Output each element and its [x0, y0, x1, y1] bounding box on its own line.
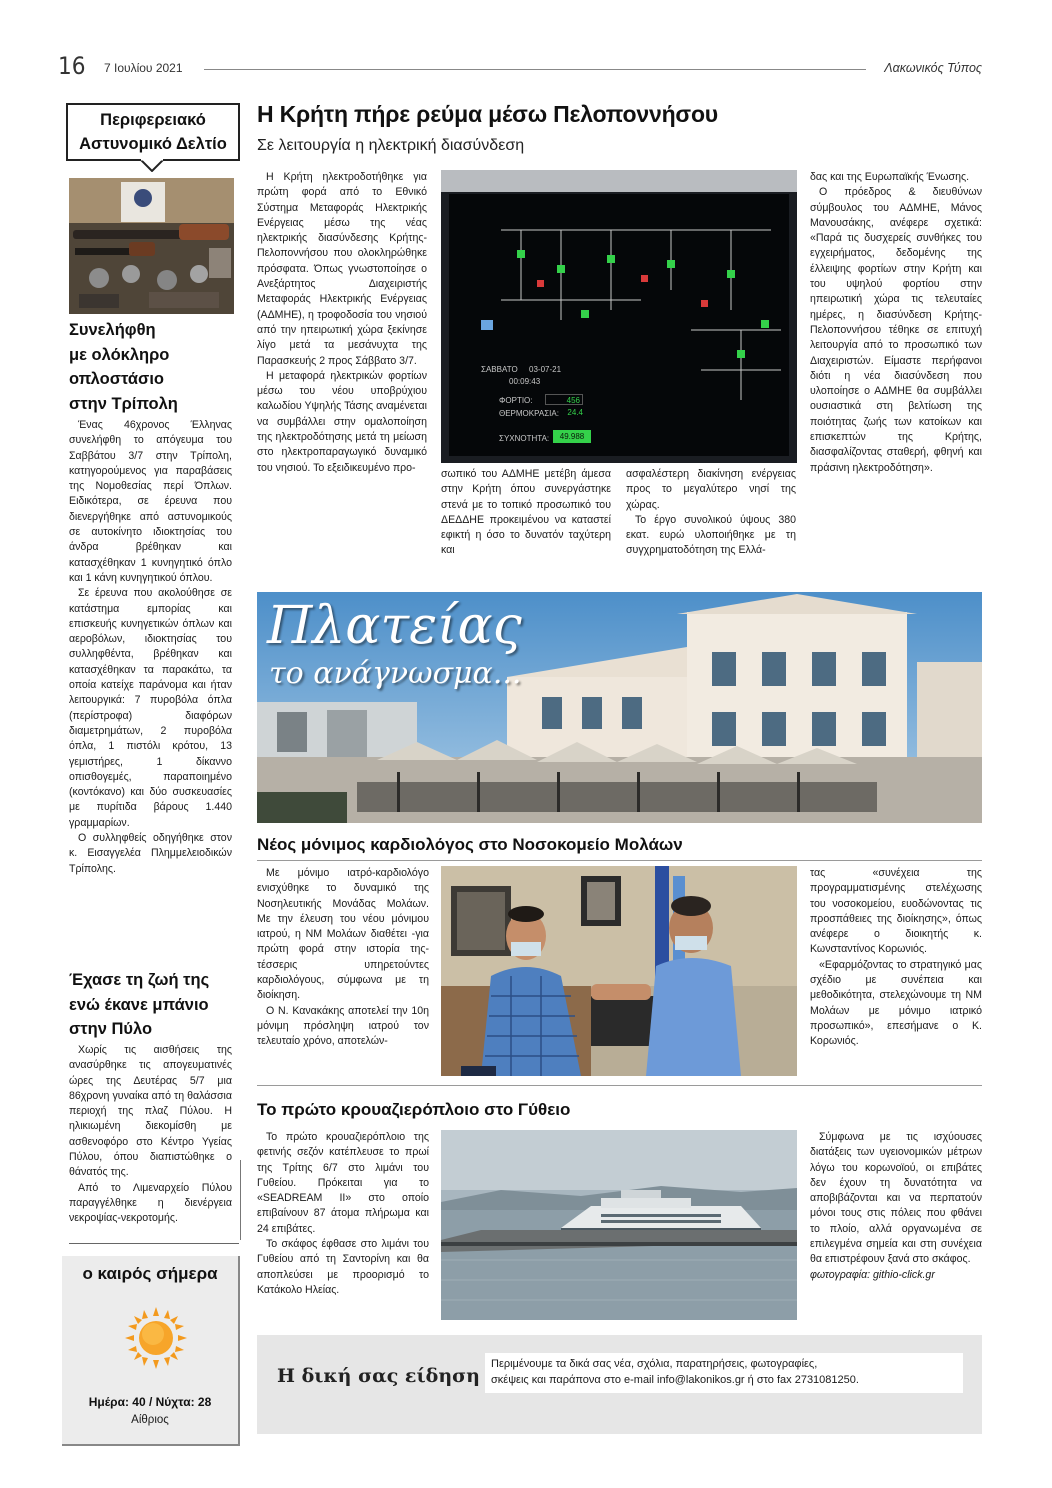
story-arrest-title — [69, 318, 239, 416]
sidebar-section-title-1: Περιφερειακό — [100, 111, 206, 129]
paragraph: Η μεταφορά ηλεκτρικών φορτίων μέσω του νέου υποβρύχιου καλωδίου Υψηλής Τάσης αναμένεται να συμβάλλει στην ομαλοποίηση της ηλεκτροδότησης μετά τη μείωση στο ηλεκτροπαραγωγικό δυναμικό του νησιού. Το εξειδικευμένο προ- — [257, 369, 427, 474]
paragraph: Ο συλληφθείς οδηγήθηκε στον κ. Εισαγγελέα Πλημμελειοδικών Τρίπολης. — [69, 832, 232, 875]
cruise-ship-photo — [441, 1130, 797, 1320]
paragraph: «Εφαρμόζοντας το στρατηγικό μας σχέδιο με συνέπεια και μεθοδικότητα, στελεχώνουμε τη ΝΜ Μολάων με μόνιμο ιατρικό προσωπικό», επεσήμανε ο Κ. Κορωνιός. — [810, 958, 982, 1048]
your-news-line-2: σκέψεις και παράπονα στο e-mail info@lakonikos.gr ή στο fax 2731081250. — [491, 1374, 859, 1386]
gytheio-left-column — [257, 1130, 429, 1298]
story-drowning-title-line: στην Πύλο — [69, 1020, 153, 1038]
story-drowning-title-line: Έχασε τη ζωή της — [69, 971, 210, 989]
section-header-pointer — [140, 159, 164, 172]
screen-time: 00:09:43 — [509, 377, 541, 386]
gytheio-right-column — [810, 1130, 982, 1283]
screen-temp-label: ΘΕΡΜΟΚΡΑΣΙΑ: — [499, 409, 559, 418]
paragraph: Ο πρόεδρος & διευθύνων σύμβουλος του ΑΔΜΗΕ, Μάνος Μανουσάκης, ανέφερε σχετικά: «Παρά τις δυσχερείς συνθήκες του εγχειρήματος, δεδομένης της έλλειψης φορτίων στην Κρήτη και του υψηλού φορτίου στην ηπειρωτική χώρα τις τελευταίες ημέρες, η διασύνδεση Κρήτης-Πελοποννήσου τέθηκε σε επιτυχή λειτουργία από το προσωπικό των Διαχειριστών. Είμαστε περήφανοι διότι η νέα διασύνδεση που υλοποίησε ο ΑΔΜΗΕ θα συμβάλλει ουσιαστικά στη βελτίωση της ποιότητας ζωής των κατοίκων και επισκεπτών της Κρήτης, διασφαλίζοντας σταθερή, φθηνή και πράσινη ηλεκτροδότηση». — [810, 186, 982, 474]
screen-load-label: ΦΟΡΤΙΟ: — [499, 396, 533, 405]
doctors-photo — [441, 866, 797, 1076]
paragraph: Ένας 46χρονος Έλληνας συνελήφθη το απόγευμα του Σαββάτου 3/7 στην Τρίπολη, κατηγορούμενος για παραβάσεις της Νομοθεσίας περί Όπλων. Ειδικότερα, σε έρευνα που διενεργήθηκε από αστυνομικούς σε αυτοκίνητο ιδιοκτησίας του άνδρα βρέθηκαν και κατασχέθηκαν 1 κυνηγητικό όπλο και 1 κάνη κυνηγητικού όπλου. — [69, 419, 232, 584]
sidebar-rule — [69, 1243, 239, 1244]
paragraph: Σε έρευνα που ακολούθησε σε κατάστημα εμπορίας και επισκευής κυνηγετικών όπλων και αεροβόλων, ιδιοκτησίας του συλληφθέντα, βρέθηκαν και κατασχέθηκαν τα παρακάτω, τα οποία κατείχε παράνομα και ήταν λειτουργικά: 7 πυροβόλα όπλα (περίστροφα) διαφόρων διαμετρημάτων, 2 πυροβόλα όπλα, 1 πιστόλι κρότου, 13 γεμιστήρες, 1 δίκαννο οπισθογεμές, παραποιημένο (κοντόκανο) και δύο συσκευασίες με πυρίτιδα βάρους 1.440 γραμμαρίων. — [69, 587, 232, 829]
paper-name: Λακωνικός Τύπος — [884, 61, 982, 75]
photo-credit: φωτογραφία: githio-click.gr — [810, 1268, 935, 1281]
paragraph: ασφαλέστερη διακίνηση ενέργειας προς το μεγαλύτερο νησί της χώρας. — [626, 468, 796, 511]
weather-title: ο καιρός σήμερα — [82, 1264, 218, 1283]
your-news-line-1: Περιμένουμε τα δικά σας νέα, σχόλια, παρατηρήσεις, φωτογραφίες, — [491, 1358, 818, 1370]
sun-icon — [124, 1306, 188, 1370]
sidebar-section-title-2: Αστυνομικό Δελτίο — [79, 135, 227, 153]
paragraph: Το έργο συνολικού ύψους 380 εκατ. ευρώ υλοποιήθηκε με τη συγχρηματοδότηση της Ελλά- — [626, 513, 796, 557]
weapons-photo — [69, 178, 234, 314]
your-news-box — [257, 1335, 982, 1434]
screen-title: ΣΑΒΒΑΤΟ — [481, 365, 518, 374]
molaoi-bottom-rule — [257, 1085, 982, 1086]
paragraph: Σύμφωνα με τις ισχύουσες διατάξεις των υγειονομικών μέτρων λόγω του κορωνοϊού, οι επιβάτες δεν έχουν τη δυνατότητα να αποβιβάζονται και να περπατούν μόνοι τους στις πόλεις που φθάνει το πλοίο, αλλά οργανωμένα σε επιλεγμένα σημεία και στη συνέχεια θα επιστρέφουν ξανά στο σκάφος. — [810, 1131, 982, 1266]
plateias-title: Πλατείας — [267, 596, 522, 656]
screen-freq-label: ΣΥΧΝΟΤΗΤΑ: — [499, 434, 550, 443]
screen-temp-value: 24.4 — [567, 408, 583, 417]
story-arrest-title-line: με ολόκληρο — [69, 345, 170, 364]
crete-column-3 — [626, 467, 796, 559]
crete-subheadline: Σε λειτουργία η ηλεκτρική διασύνδεση — [257, 137, 525, 154]
weather-temperatures: Ημέρα: 40 / Νύχτα: 28 — [88, 1395, 212, 1409]
gytheio-headline: Το πρώτο κρουαζιερόπλοιο στο Γύθειο — [257, 1100, 571, 1119]
story-arrest-body — [69, 418, 232, 877]
screen-freq-value: 49.988 — [553, 430, 591, 443]
molaoi-headline: Νέος μόνιμος καρδιολόγος στο Νοσοκομείο Μολάων — [257, 835, 683, 854]
story-drowning-title-line: ενώ έκανε μπάνιο — [69, 995, 209, 1014]
paragraph: δας και της Ευρωπαϊκής Ένωσης. — [810, 171, 970, 183]
screen-date: 03-07-21 — [529, 365, 562, 374]
issue-date: 7 Ιουλίου 2021 — [104, 61, 183, 75]
story-arrest-title-line: Συνελήφθη — [69, 321, 156, 339]
plateias-subtitle: το ανάγνωσμα... — [269, 656, 522, 691]
screen-load-value: 456 — [545, 394, 583, 405]
paragraph: Από το Λιμεναρχείο Πύλου παραγγέλθηκε η διενέργεια νεκροψίας-νεκροτομής. — [69, 1181, 232, 1225]
paragraph: Με μόνιμο ιατρό-καρδιολόγο ενισχύθηκε το δυναμικό της Νοσηλευτικής Μονάδας Μολάων. Με την έλευση του νέου μόνιμου ιατρού, η ΝΜ Μολάων διαθέτει -για πρώτη φορά στην ιστορία της- τέσσερις υπηρετούντες καρδιολόγους, σύμφωνα με τη διοίκηση. — [257, 867, 429, 1002]
weather-condition: Αίθριος — [131, 1414, 169, 1426]
sidebar-section-header — [66, 103, 240, 161]
story-arrest-title-line: στην Τρίπολη — [69, 394, 178, 413]
crete-column-1 — [257, 170, 427, 476]
molaoi-rule — [257, 860, 982, 861]
control-screen-photo — [441, 170, 797, 463]
weather-box — [62, 1256, 240, 1446]
paragraph: τας «συνέχεια της προγραμματισμένης στελέχωσης του νοσοκομείου, ευοδώνοντας τις προσπάθειες της διοίκησης», όπως ανέφερε ο διοικητής κ. Κωνσταντίνος Κορωνιός. — [810, 867, 982, 956]
paragraph: Το πρώτο κρουαζιερόπλοιο της φετινής σεζόν κατέπλευσε το πρωί της Τρίτης 6/7 στο λιμάνι του Γυθείου. Πρόκειται για το «SEADREAM II» στο οποίο επιβαίνουν 87 άτομα πλήρωμα και 24 επιβάτες. — [257, 1131, 429, 1235]
paragraph: Η Κρήτη ηλεκτροδοτήθηκε για πρώτη φορά από το Εθνικό Σύστημα Μεταφοράς Ηλεκτρικής Ενέργειας μέσω της νέας ηλεκτρικής διασύνδεσης Κρήτης-Πελοποννήσου που ολοκληρώθηκε πρόσφατα. Όπως γνωστοποίησε ο Ανεξάρτητος Διαχειριστής Μεταφοράς Ηλεκτρικής Ενέργειας (ΑΔΜΗΕ), η τροφοδοσία του νησιού από την ηπειρωτική χώρα ξεκίνησε λίγο μετά τα μεσάνυχτα της Παρασκευής 2 προς Σάββατο 3/7. — [257, 171, 427, 367]
story-drowning-title — [69, 968, 239, 1042]
story-arrest-title-line: οπλοστάσιο — [69, 370, 164, 388]
plateias-photo — [257, 592, 982, 823]
page-number: 16 — [58, 52, 86, 80]
sidebar-divider — [240, 1160, 241, 1240]
story-drowning-body — [69, 1043, 232, 1227]
paragraph: Ο Ν. Κανακάκης αποτελεί την 10η μόνιμη πρόσληψη ιατρού τον τελευταίο χρόνο, αποτελών- — [257, 1004, 429, 1048]
crete-headline: Η Κρήτη πήρε ρεύμα μέσω Πελοποννήσου — [257, 101, 718, 127]
molaoi-left-column — [257, 866, 429, 1050]
crete-column-2 — [441, 467, 611, 559]
crete-column-4 — [810, 170, 982, 476]
page-header — [58, 52, 982, 80]
header-rule — [204, 69, 866, 70]
your-news-title: Η δική σας είδηση — [277, 1365, 480, 1387]
paragraph: σωπικό του ΑΔΜΗΕ μετέβη άμεσα στην Κρήτη όπου συνεργάστηκε στενά με το τοπικό προσωπικό του ΔΕΔΔΗΕ προκειμένου να καταστεί εφικτή η όσο το δυνατόν ταχύτερη και — [441, 468, 611, 557]
paragraph: Χωρίς τις αισθήσεις της ανασύρθηκε τις απογευματινές ώρες της Δευτέρας 5/7 μια 86χρονη γυναίκα από τη θαλάσσια περιοχή της πλαζ Πύλου. Η ηλικιωμένη διεκομίσθη με ασθενοφόρο στο Κέντρο Υγείας Πύλου, όπου διαπιστώθηκε ο θάνατός της. — [69, 1044, 232, 1179]
molaoi-right-column — [810, 866, 982, 1050]
your-news-inner — [485, 1353, 963, 1393]
paragraph: Το σκάφος έφθασε στο λιμάνι του Γυθείου από τη Σαντορίνη και θα αποπλεύσει με προορισμό το Κατάκολο Ηλείας. — [257, 1238, 429, 1296]
